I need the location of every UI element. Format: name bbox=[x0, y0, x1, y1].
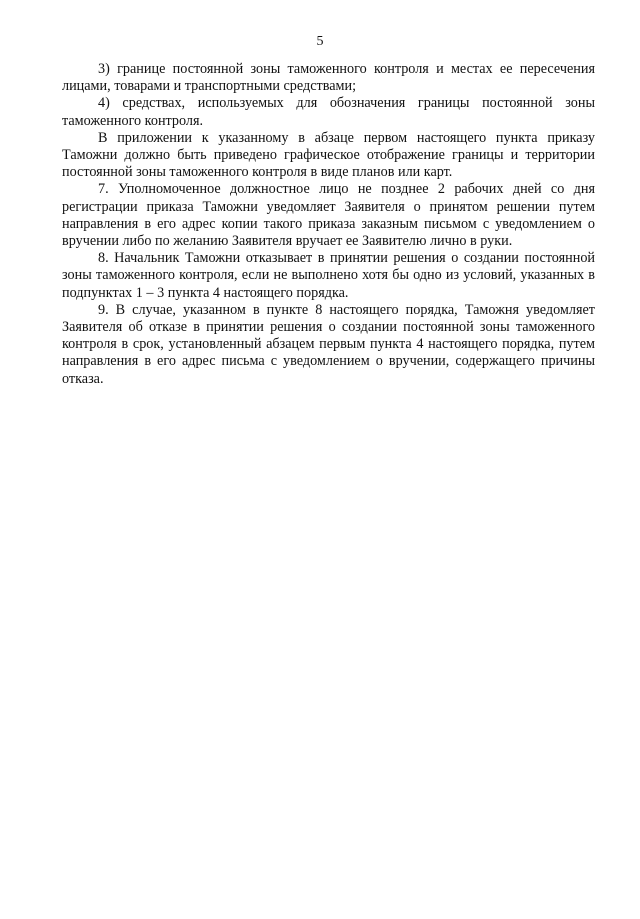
paragraph-appendix-graphic: В приложении к указанному в абзаце первом настоящего пункта приказу Таможни должно быть приведено графическое отображение границы и территории постоянной зоны таможенного контроля в виде планов или карт. bbox=[62, 129, 595, 181]
paragraph-border-marking-means: 4) средствах, используемых для обозначения границы постоянной зоны таможенного контроля. bbox=[62, 95, 595, 129]
paragraph-border-crossing: 3) границе постоянной зоны таможенного контроля и местах ее пересечения лицами, товарами и транспортными средствами; bbox=[62, 61, 595, 95]
paragraph-item-8: 8. Начальник Таможни отказывает в принятии решения о создании постоянной зоны таможенного контроля, если не выполнено хотя бы одно из условий, указанных в подпунктах 1 – 3 пункта 4 настоящего порядка. bbox=[62, 250, 595, 301]
paragraph-item-7: 7. Уполномоченное должностное лицо не позднее 2 рабочих дней со дня регистрации приказа Таможни уведомляет Заявителя о принятом решении путем направления в его адрес копии такого приказа заказным письмом с уведомлением о вручении либо по желанию Заявителя вручает ее Заявителю лично в руки. bbox=[62, 181, 595, 250]
page-number: 5 bbox=[316, 34, 324, 49]
document-body bbox=[62, 61, 595, 388]
paragraph-item-9: 9. В случае, указанном в пункте 8 настоящего порядка, Таможня уведомляет Заявителя об отказе в принятии решения о создании постоянной зоны таможенного контроля в срок, установленный абзацем первым пункта 4 настоящего порядка, путем направления в его адрес письма с уведомлением о вручении, содержащего причины отказа. bbox=[62, 301, 595, 387]
